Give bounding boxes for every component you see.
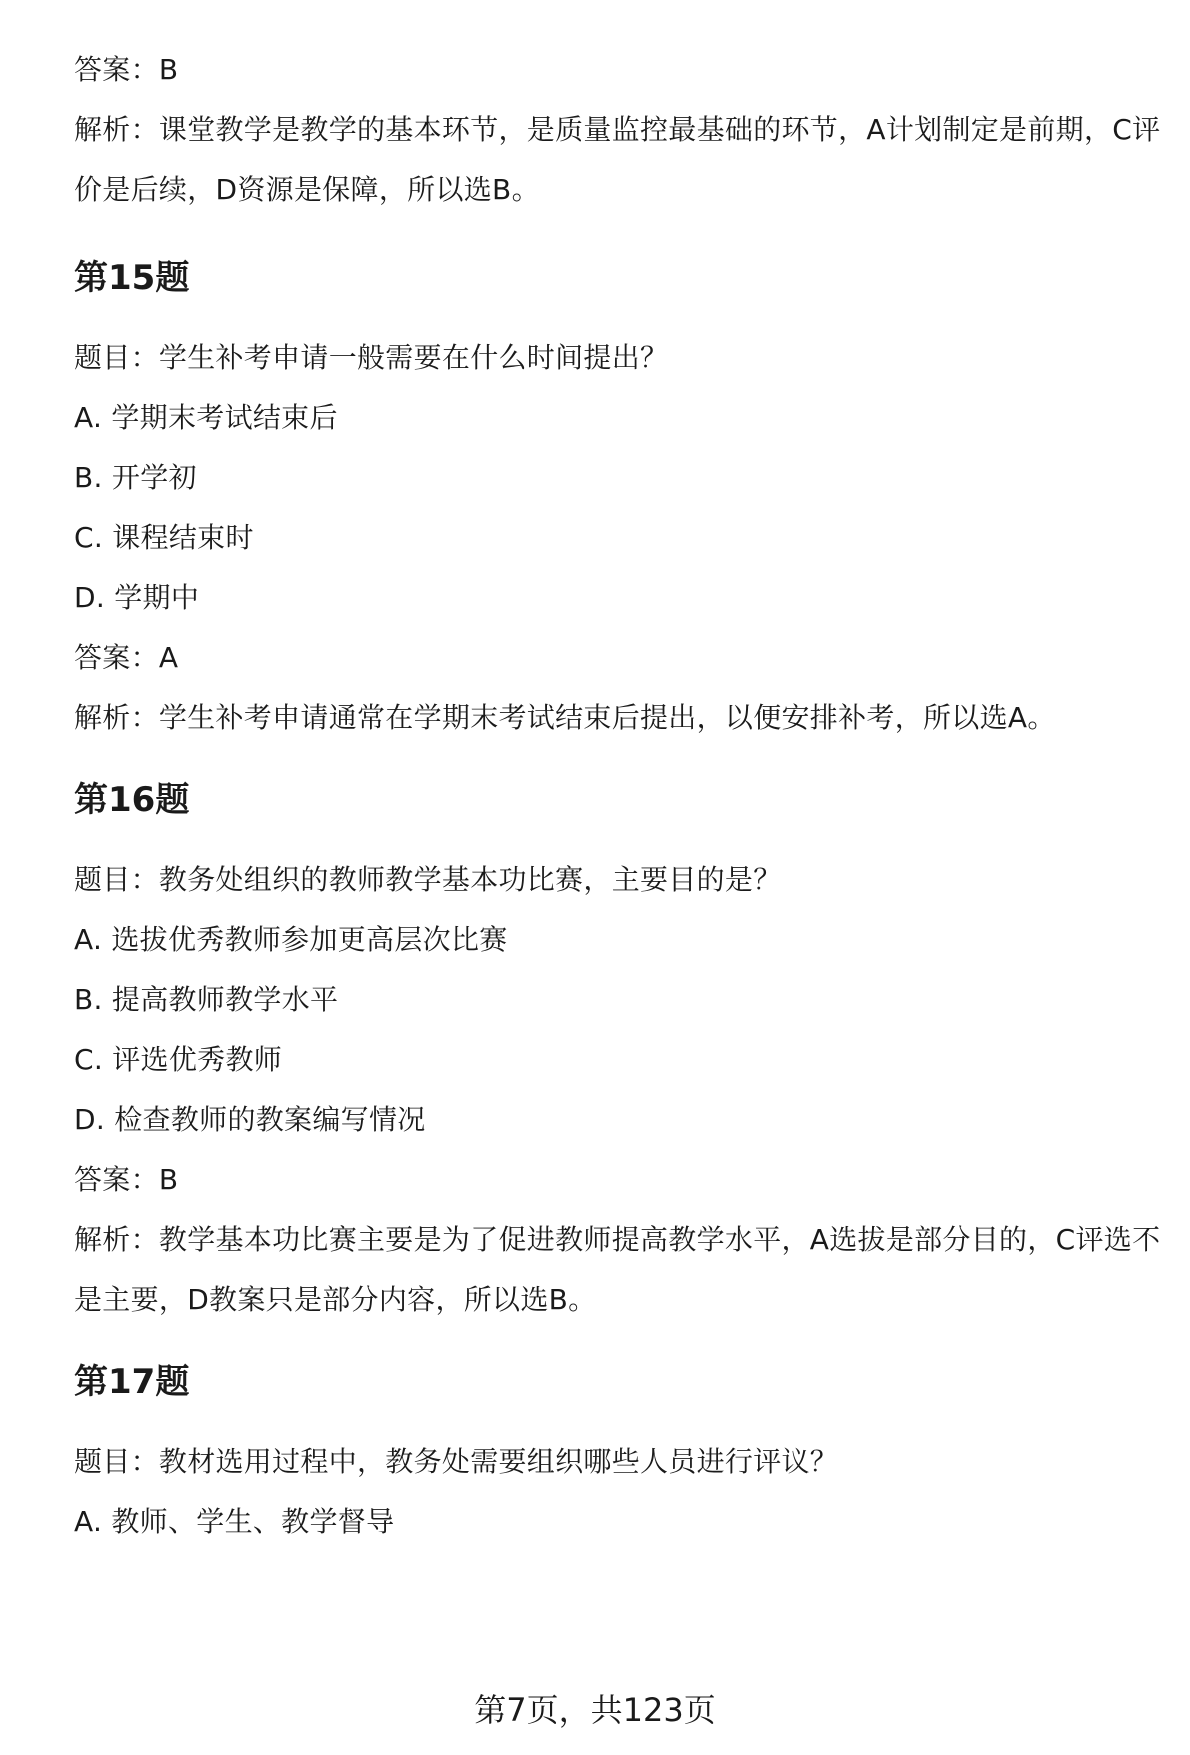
question-17-option-a: A. 教师、学生、教学督导	[74, 1505, 395, 1538]
question-15-text: 题目：学生补考申请一般需要在什么时间提出？	[74, 341, 669, 374]
question-16-option-b: B. 提高教师教学水平	[74, 983, 339, 1016]
question-15-option-d: D. 学期中	[74, 581, 200, 614]
question-16-title: 第16题	[74, 780, 190, 820]
question-15-analysis: 解析：学生补考申请通常在学期末考试结束后提出，以便安排补考，所以选A。	[74, 701, 1056, 734]
page-footer: 第7页，共123页	[474, 1691, 716, 1729]
question-16-answer: 答案：B	[74, 1163, 179, 1196]
question-15-answer: 答案：A	[74, 641, 179, 674]
question-15-option-c: C. 课程结束时	[74, 521, 254, 554]
document-page	[74, 40, 1174, 1552]
question-16-text: 题目：教务处组织的教师教学基本功比赛，主要目的是？	[74, 863, 782, 896]
question-16-option-a: A. 选拔优秀教师参加更高层次比赛	[74, 923, 508, 956]
prev-analysis: 解析：课堂教学是教学的基本环节，是质量监控最基础的环节，A计划制定是前期，C评价是后续，D资源是保障，所以选B。	[74, 113, 1161, 206]
question-16-option-d: D. 检查教师的教案编写情况	[74, 1103, 426, 1136]
question-16-option-c: C. 评选优秀教师	[74, 1043, 283, 1076]
prev-answer: 答案：B	[74, 53, 179, 86]
question-15-option-a: A. 学期末考试结束后	[74, 401, 338, 434]
question-16-analysis: 解析：教学基本功比赛主要是为了促进教师提高教学水平，A选拔是部分目的，C评选不是主要，D教案只是部分内容，所以选B。	[74, 1223, 1161, 1316]
question-17-text: 题目：教材选用过程中，教务处需要组织哪些人员进行评议？	[74, 1445, 839, 1478]
question-17-title: 第17题	[74, 1362, 190, 1402]
question-15-option-b: B. 开学初	[74, 461, 197, 494]
question-15-title: 第15题	[74, 258, 190, 298]
